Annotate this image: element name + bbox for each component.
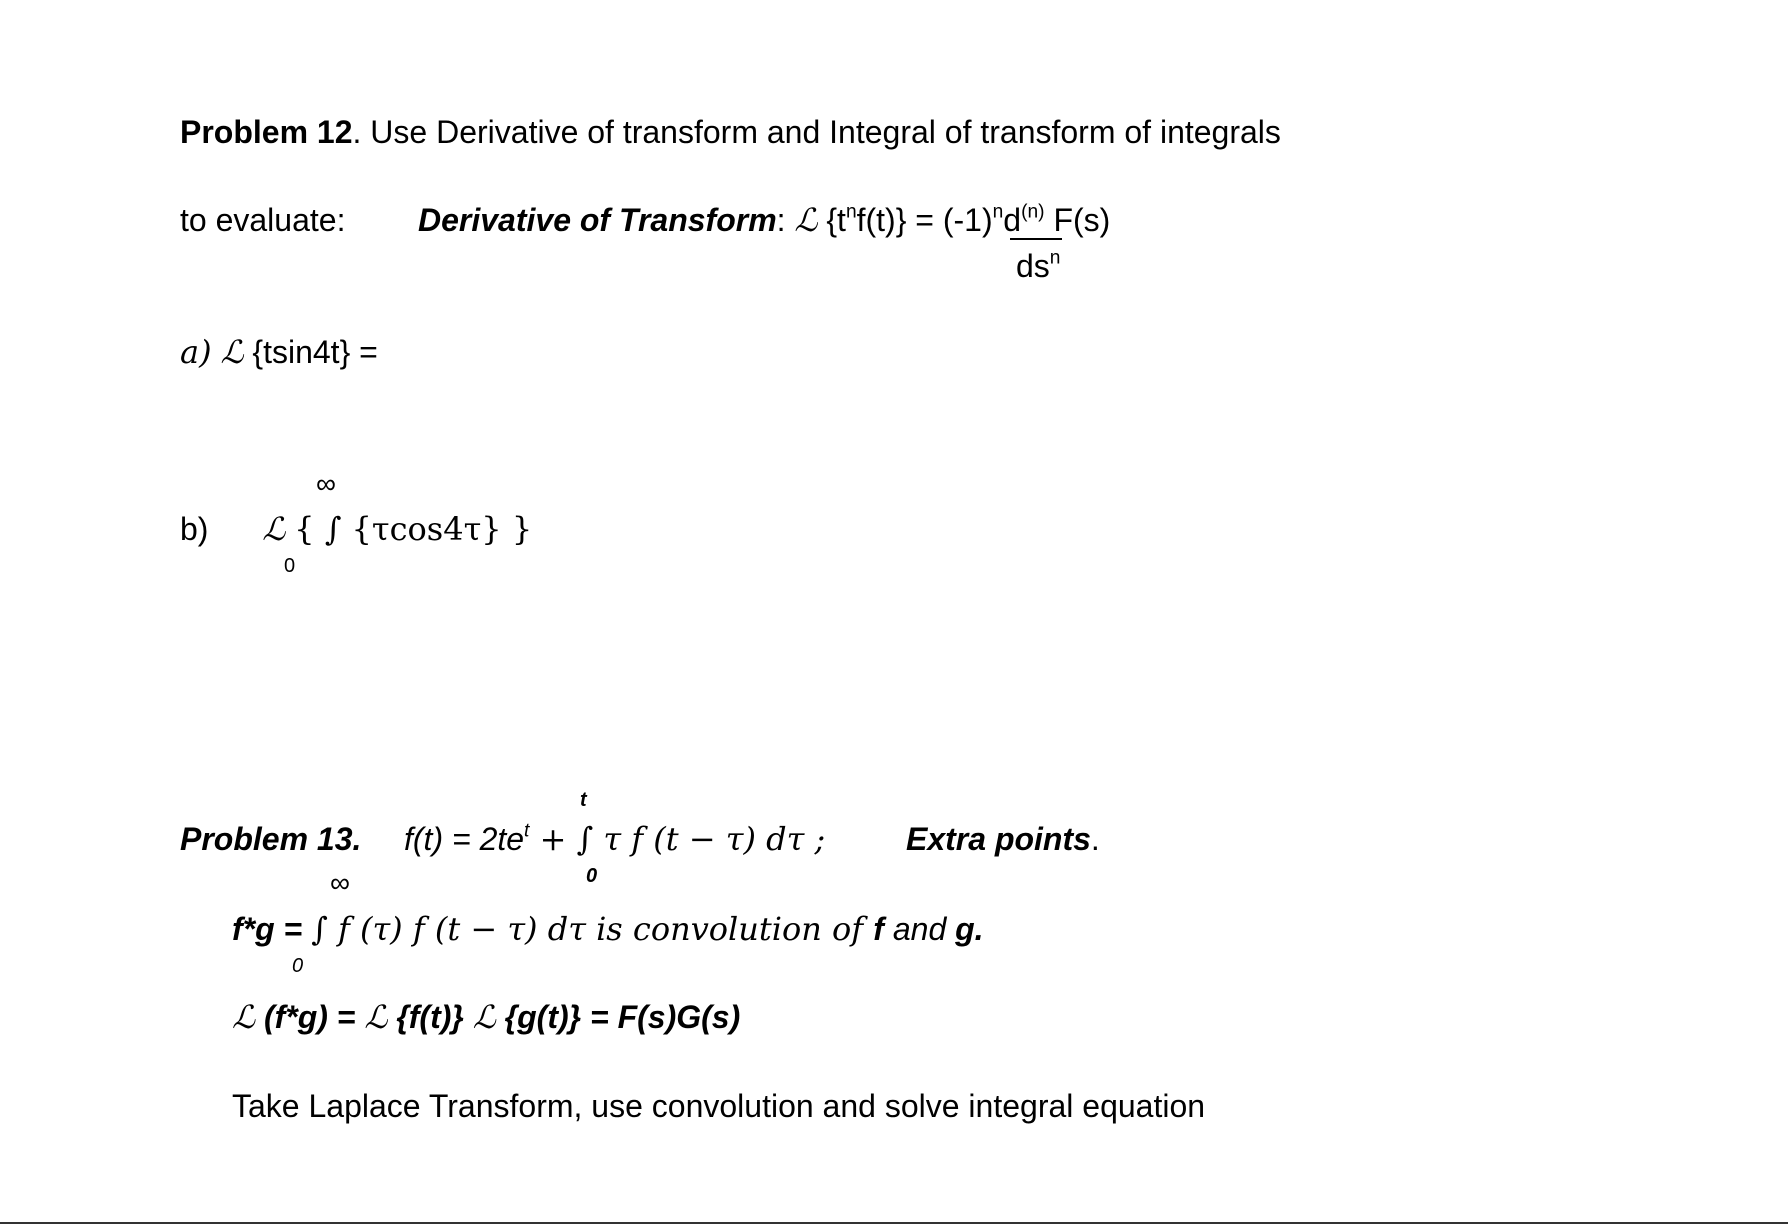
denominator-ds: ds [1016,248,1050,284]
equation-left: f(t) = 2te [404,821,525,857]
convolution-f: f [873,911,884,947]
formula-exp-n: n [845,201,857,223]
formula-denominator [1016,247,1061,284]
laplace-symbol: ℒ [232,998,256,1036]
integral-equation [404,820,826,858]
laplace-symbol: ℒ [262,510,286,548]
part-b-lower-limit: 0 [284,555,296,577]
problem-12-line [180,116,1281,148]
part-a-expression: {tsin4t} = [243,334,378,370]
convolution-lower-limit: 0 [292,955,304,977]
equation-right: + ∫ τ f (t − τ) dτ ; [529,820,826,858]
formula-numerator [1003,202,1044,238]
denominator-exp: n [1049,247,1061,269]
laplace-symbol: ℒ [220,333,244,371]
convolution-integral: ∫ f (τ) f (t − τ) dτ is convolution of [311,910,874,948]
problem-13-line [180,823,361,855]
laplace-symbol: ℒ [364,998,388,1036]
extra-points-label: Extra points [906,821,1091,857]
formula-lhs-a: {t [817,202,846,238]
formula-lhs-b: f(t)} = (-1) [856,202,993,238]
theorem-part-2: {f(t)} [387,999,473,1035]
convolution-lhs: f*g = [232,911,312,947]
formula-colon: : [776,202,786,238]
derivative-formula [418,201,1111,239]
integral-lower-0: 0 [586,865,598,887]
convolution-theorem [232,998,741,1036]
convolution-upper-limit: ∞ [330,867,350,898]
numerator-d: d [1003,202,1022,238]
laplace-symbol: ℒ [794,201,818,239]
theorem-part-1: (f*g) = [255,999,365,1035]
part-b [180,510,533,548]
numerator-order: (n) [1021,201,1045,223]
fraction-bar [1010,238,1062,240]
bottom-divider [0,1222,1788,1224]
part-a [180,333,378,371]
part-a-label: a) [180,333,212,371]
instruction-text: Take Laplace Transform, use convolution and solve integral equation [232,1088,1206,1124]
problem-13-heading: Problem 13. [180,821,362,857]
convolution-definition [232,910,984,948]
extra-points [906,823,1100,855]
part-b-upper-limit: ∞ [316,468,336,499]
laplace-symbol: ℒ [472,998,496,1036]
formula-exp-n2: n [992,201,1004,223]
theorem-part-3: {g(t)} = F(s)G(s) [495,999,741,1035]
part-b-expression: { ∫ {τcos4τ} } [294,510,533,548]
problem-12-heading: Problem 12 [180,114,353,150]
extra-points-dot: . [1090,821,1100,857]
convolution-and: and [883,911,956,947]
formula-rhs: F(s) [1044,202,1111,238]
convolution-g: g. [955,911,984,947]
evaluate-lead: to evaluate: [180,202,346,238]
integral-upper-t: t [580,789,587,811]
equation-exp: t [524,820,530,842]
problem-12-intro: . Use Derivative of transform and Integral of transform of integrals [352,114,1281,150]
formula-label: Derivative of Transform [418,202,777,238]
part-b-label: b) [180,511,209,547]
